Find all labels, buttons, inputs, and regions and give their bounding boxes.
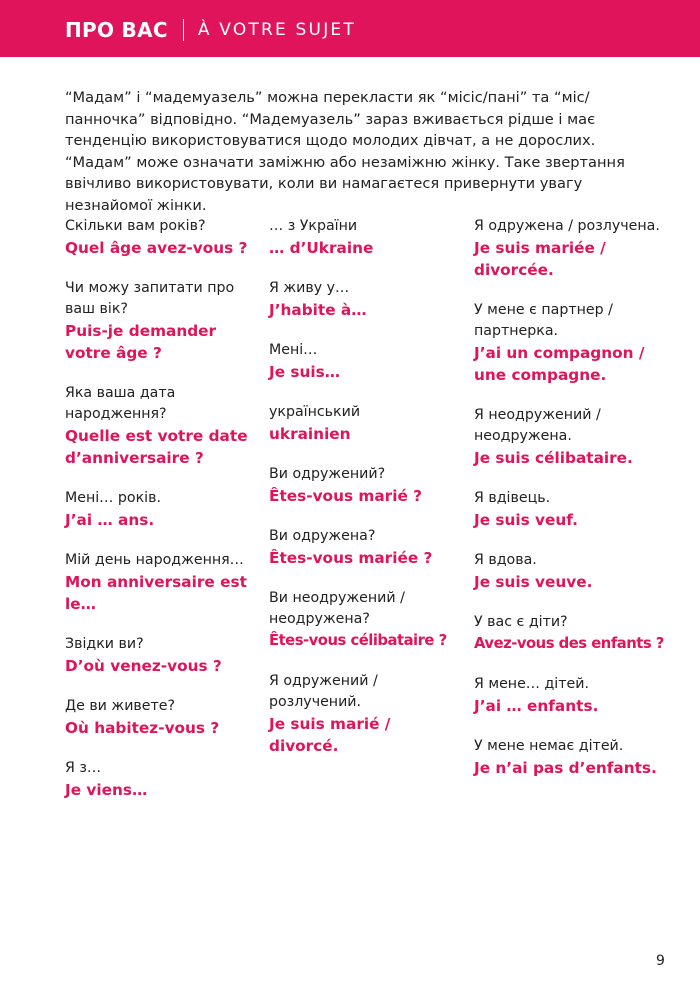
phrase-french: Puis-je demander votre âge ? (65, 322, 217, 362)
phrase-item (65, 216, 255, 259)
phrase-ukrainian: Я одружений / розлучений. (269, 673, 378, 710)
phrase-item (269, 278, 459, 321)
phrase-french: Mon anniversaire est le… (65, 573, 247, 613)
phrase-item (269, 588, 459, 652)
phrase-ukrainian: У мене немає дітей. (474, 738, 624, 754)
header-title-french: À VOTRE SUJET (197, 20, 356, 40)
phrase-ukrainian: Я мене… дітей. (474, 676, 589, 692)
phrase-item (474, 612, 664, 655)
phrase-french: … d’Ukraine (269, 239, 374, 257)
phrase-french: Je suis marié / divorcé. (269, 715, 391, 755)
phrase-ukrainian: Де ви живете? (65, 698, 176, 714)
phrase-french: ukrainien (269, 425, 351, 443)
phrase-ukrainian: Я одружена / розлучена. (474, 218, 660, 234)
phrase-item (474, 300, 664, 386)
phrase-french: Où habitez-vous ? (65, 719, 220, 737)
phrase-french: Êtes-vous mariée ? (269, 549, 433, 567)
phrase-french: Je suis célibataire. (474, 449, 633, 467)
phrase-ukrainian: Я з… (65, 760, 102, 776)
phrase-french: Quel âge avez-vous ? (65, 239, 248, 257)
phrase-item (269, 526, 459, 569)
phrase-ukrainian: У мене є партнер / партнерка. (474, 302, 613, 339)
phrase-item (474, 488, 664, 531)
phrase-ukrainian: український (269, 404, 361, 420)
phrase-item (65, 550, 255, 615)
phrase-column-3 (474, 216, 664, 798)
phrase-french: Êtes-vous marié ? (269, 487, 423, 505)
phrase-ukrainian: Мені… (269, 342, 318, 358)
phrase-ukrainian: Мій день народження… (65, 552, 244, 568)
phrase-ukrainian: Яка ваша дата народження? (65, 385, 176, 422)
phrase-ukrainian: У вас є діти? (474, 614, 568, 630)
header-title-ukrainian: ПРО ВАС (65, 18, 168, 42)
phrase-item (65, 488, 255, 531)
phrase-french: J’ai un compagnon / une compagne. (474, 344, 645, 384)
page-number: 9 (656, 953, 665, 969)
phrase-item (65, 696, 255, 739)
phrase-french: Êtes-vous célibataire ? (269, 632, 447, 649)
phrase-ukrainian: Я вдівець. (474, 490, 551, 506)
phrase-item (269, 671, 459, 757)
phrase-french: D’où venez-vous ? (65, 657, 222, 675)
phrase-ukrainian: … з України (269, 218, 358, 234)
phrase-french: Je suis veuf. (474, 511, 578, 529)
phrase-item (474, 550, 664, 593)
phrase-ukrainian: Чи можу запитати про ваш вік? (65, 280, 235, 317)
phrase-ukrainian: Скільки вам років? (65, 218, 206, 234)
phrase-item (474, 674, 664, 717)
phrase-french: J’ai … ans. (65, 511, 155, 529)
intro-paragraph: “Мадам” і “мадемуазель” можна перекласти як “місіс/пані” та “міс/панночка” відповідно. “Мадемуазель” зараз вживається рідше і має тенденцію використовуватися щодо молодих дівчат, а не дорослих. “Мадам” може означати заміжню або незаміжню жінку. Таке звертання ввічливо використовувати, коли ви намагаєтеся привернути увагу незнайомої жінки. (65, 89, 625, 214)
phrase-french: Je viens… (65, 781, 148, 799)
phrase-ukrainian: Я неодружений / неодружена. (474, 407, 601, 444)
header-title (65, 18, 356, 42)
phrase-item (65, 758, 255, 801)
phrase-french: Je suis… (269, 363, 341, 381)
header-bar (0, 0, 700, 57)
phrase-ukrainian: Ви одружений? (269, 466, 386, 482)
phrase-ukrainian: Ви одружена? (269, 528, 376, 544)
phrase-column-1 (65, 216, 255, 820)
phrase-item (474, 216, 664, 281)
phrase-item (474, 736, 664, 779)
phrase-item (269, 464, 459, 507)
phrase-item (269, 216, 459, 259)
phrase-ukrainian: Ви неодружений / неодружена? (269, 590, 405, 627)
phrase-french: Quelle est votre date d’anniversaire ? (65, 427, 248, 467)
phrase-item (65, 383, 255, 469)
phrase-ukrainian: Я живу у… (269, 280, 350, 296)
phrase-ukrainian: Я вдова. (474, 552, 537, 568)
phrase-french: Je n’ai pas d’enfants. (474, 759, 657, 777)
phrase-item (65, 634, 255, 677)
phrase-french: Je suis mariée / divorcée. (474, 239, 606, 279)
phrase-column-2 (269, 216, 459, 776)
phrase-ukrainian: Мені… років. (65, 490, 161, 506)
phrase-french: J’habite à… (269, 301, 367, 319)
phrase-item (269, 340, 459, 383)
phrase-item (269, 402, 459, 445)
phrase-french: Avez-vous des enfants ? (474, 635, 664, 652)
phrase-french: Je suis veuve. (474, 573, 593, 591)
phrase-item (65, 278, 255, 364)
phrase-item (474, 405, 664, 469)
header-divider (183, 19, 184, 41)
phrase-ukrainian: Звідки ви? (65, 636, 144, 652)
phrase-french: J’ai … enfants. (474, 697, 599, 715)
